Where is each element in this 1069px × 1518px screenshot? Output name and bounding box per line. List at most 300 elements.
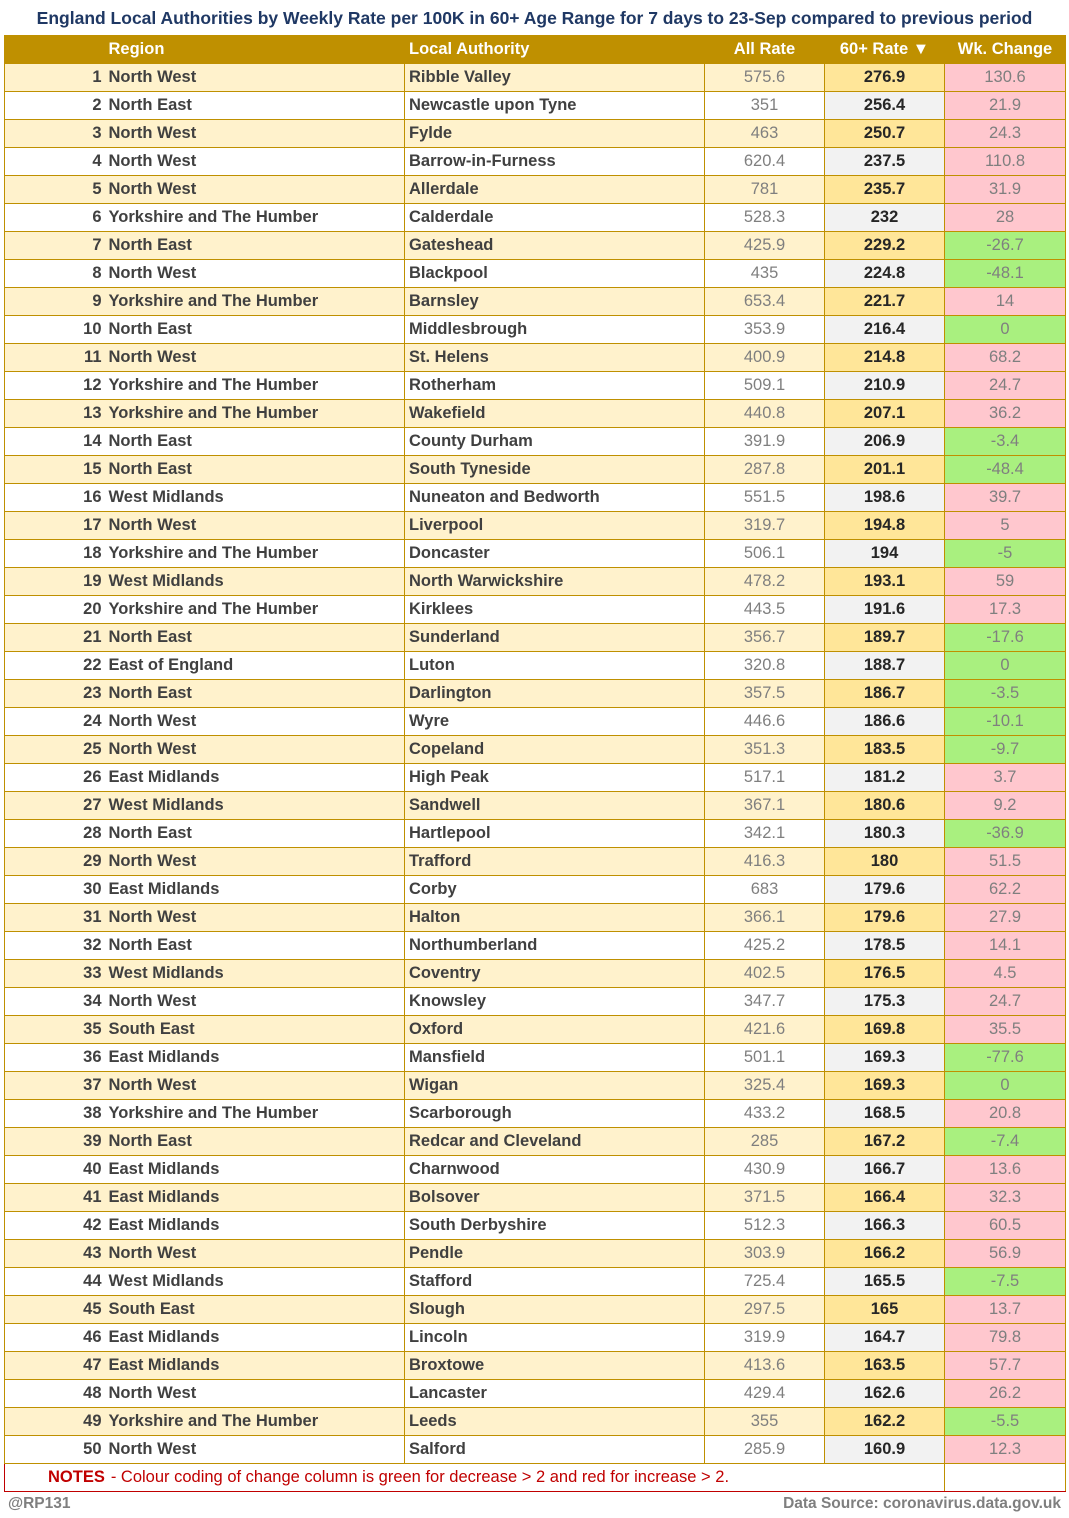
table-row — [5, 344, 1066, 372]
weekly-change-cell: 57.7 — [945, 1352, 1066, 1380]
table-row — [5, 736, 1066, 764]
all-rate-cell: 725.4 — [705, 1268, 825, 1296]
table-row — [5, 904, 1066, 932]
rate-60-plus-cell: 188.7 — [825, 652, 945, 680]
table-row — [5, 988, 1066, 1016]
rate-60-plus-cell: 181.2 — [825, 764, 945, 792]
weekly-change-cell: 13.6 — [945, 1156, 1066, 1184]
table-row — [5, 820, 1066, 848]
weekly-change-cell: -36.9 — [945, 820, 1066, 848]
weekly-change-cell: 3.7 — [945, 764, 1066, 792]
table-row — [5, 1352, 1066, 1380]
all-rate-cell: 353.9 — [705, 316, 825, 344]
rate-60-plus-cell: 229.2 — [825, 232, 945, 260]
rank-cell: 6 — [5, 204, 105, 232]
weekly-change-cell: -3.5 — [945, 680, 1066, 708]
local-authority-cell: Nuneaton and Bedworth — [405, 484, 705, 512]
local-authority-cell: Ribble Valley — [405, 64, 705, 92]
local-authority-cell: Pendle — [405, 1240, 705, 1268]
rate-60-plus-cell: 198.6 — [825, 484, 945, 512]
all-rate-cell: 297.5 — [705, 1296, 825, 1324]
rate-60-plus-cell: 193.1 — [825, 568, 945, 596]
region-cell: North East — [105, 92, 405, 120]
rate-60-plus-cell: 166.3 — [825, 1212, 945, 1240]
rate-60-plus-cell: 256.4 — [825, 92, 945, 120]
local-authority-cell: Oxford — [405, 1016, 705, 1044]
table-row — [5, 64, 1066, 92]
region-cell: North West — [105, 148, 405, 176]
region-cell: North East — [105, 1128, 405, 1156]
rate-60-plus-cell: 166.2 — [825, 1240, 945, 1268]
rank-cell: 32 — [5, 932, 105, 960]
region-cell: North East — [105, 624, 405, 652]
weekly-change-cell: 130.6 — [945, 64, 1066, 92]
weekly-change-cell: 9.2 — [945, 792, 1066, 820]
table-row — [5, 484, 1066, 512]
table-row — [5, 932, 1066, 960]
weekly-change-cell: 5 — [945, 512, 1066, 540]
local-authority-cell: Charnwood — [405, 1156, 705, 1184]
weekly-change-cell: 24.7 — [945, 372, 1066, 400]
weekly-change-cell: -77.6 — [945, 1044, 1066, 1072]
local-authority-cell: Lancaster — [405, 1380, 705, 1408]
table-row — [5, 1380, 1066, 1408]
table-row — [5, 1156, 1066, 1184]
rate-60-plus-cell: 276.9 — [825, 64, 945, 92]
local-authority-cell: Barrow-in-Furness — [405, 148, 705, 176]
rank-cell: 22 — [5, 652, 105, 680]
table-row — [5, 876, 1066, 904]
all-rate-cell: 683 — [705, 876, 825, 904]
notes-spacer-cell — [825, 1464, 945, 1492]
region-cell: North West — [105, 1072, 405, 1100]
weekly-change-cell: 13.7 — [945, 1296, 1066, 1324]
rank-cell: 45 — [5, 1296, 105, 1324]
rank-cell: 34 — [5, 988, 105, 1016]
weekly-change-cell: 24.7 — [945, 988, 1066, 1016]
rate-60-plus-cell: 164.7 — [825, 1324, 945, 1352]
rate-60-plus-cell: 201.1 — [825, 456, 945, 484]
all-rate-cell: 463 — [705, 120, 825, 148]
local-authority-cell: Luton — [405, 652, 705, 680]
weekly-change-cell: 28 — [945, 204, 1066, 232]
all-rate-cell: 347.7 — [705, 988, 825, 1016]
table-row — [5, 1212, 1066, 1240]
weekly-change-cell: -48.4 — [945, 456, 1066, 484]
local-authority-cell: Allerdale — [405, 176, 705, 204]
local-authority-cell: Fylde — [405, 120, 705, 148]
rank-cell: 35 — [5, 1016, 105, 1044]
local-authority-cell: Rotherham — [405, 372, 705, 400]
region-cell: North West — [105, 64, 405, 92]
rank-cell: 42 — [5, 1212, 105, 1240]
table-header-row — [5, 36, 1066, 64]
region-cell: North West — [105, 260, 405, 288]
table-row — [5, 652, 1066, 680]
rank-cell: 40 — [5, 1156, 105, 1184]
rank-cell: 26 — [5, 764, 105, 792]
all-rate-cell: 478.2 — [705, 568, 825, 596]
all-rate-cell: 391.9 — [705, 428, 825, 456]
local-authority-cell: Darlington — [405, 680, 705, 708]
table-row — [5, 316, 1066, 344]
region-cell: North West — [105, 848, 405, 876]
rank-cell: 33 — [5, 960, 105, 988]
table-row — [5, 176, 1066, 204]
region-cell: Yorkshire and The Humber — [105, 1408, 405, 1436]
local-authority-cell: Redcar and Cleveland — [405, 1128, 705, 1156]
rank-cell: 47 — [5, 1352, 105, 1380]
all-rate-cell: 413.6 — [705, 1352, 825, 1380]
table-row — [5, 680, 1066, 708]
table-row — [5, 960, 1066, 988]
local-authority-cell: Salford — [405, 1436, 705, 1464]
table-row — [5, 596, 1066, 624]
table-row — [5, 708, 1066, 736]
weekly-change-cell: 36.2 — [945, 400, 1066, 428]
all-rate-cell: 620.4 — [705, 148, 825, 176]
region-cell: North West — [105, 988, 405, 1016]
all-rate-cell: 342.1 — [705, 820, 825, 848]
weekly-change-cell: 35.5 — [945, 1016, 1066, 1044]
local-authority-cell: High Peak — [405, 764, 705, 792]
local-authority-cell: Calderdale — [405, 204, 705, 232]
region-cell: West Midlands — [105, 792, 405, 820]
local-authority-cell: Northumberland — [405, 932, 705, 960]
all-rate-cell: 366.1 — [705, 904, 825, 932]
region-cell: North West — [105, 708, 405, 736]
local-authority-cell: County Durham — [405, 428, 705, 456]
rank-cell: 30 — [5, 876, 105, 904]
local-authority-cell: Lincoln — [405, 1324, 705, 1352]
local-authority-cell: Gateshead — [405, 232, 705, 260]
local-authority-cell: Mansfield — [405, 1044, 705, 1072]
region-cell: North West — [105, 512, 405, 540]
rank-cell: 31 — [5, 904, 105, 932]
rate-60-plus-cell: 214.8 — [825, 344, 945, 372]
weekly-change-cell: 12.3 — [945, 1436, 1066, 1464]
region-cell: Yorkshire and The Humber — [105, 1100, 405, 1128]
table-row — [5, 260, 1066, 288]
rank-cell: 39 — [5, 1128, 105, 1156]
all-rate-cell: 400.9 — [705, 344, 825, 372]
weekly-change-cell: 0 — [945, 652, 1066, 680]
rank-cell: 12 — [5, 372, 105, 400]
region-cell: North West — [105, 904, 405, 932]
weekly-change-cell: -5 — [945, 540, 1066, 568]
all-rate-cell: 319.9 — [705, 1324, 825, 1352]
weekly-change-cell: 59 — [945, 568, 1066, 596]
rank-cell: 9 — [5, 288, 105, 316]
region-cell: North East — [105, 680, 405, 708]
region-cell: Yorkshire and The Humber — [105, 400, 405, 428]
all-rate-cell: 509.1 — [705, 372, 825, 400]
region-cell: Yorkshire and The Humber — [105, 540, 405, 568]
rates-table — [4, 35, 1066, 1492]
local-authority-cell: Scarborough — [405, 1100, 705, 1128]
rate-60-plus-cell: 221.7 — [825, 288, 945, 316]
local-authority-cell: Bolsover — [405, 1184, 705, 1212]
rate-60-plus-cell: 183.5 — [825, 736, 945, 764]
region-cell: Yorkshire and The Humber — [105, 288, 405, 316]
all-rate-cell: 446.6 — [705, 708, 825, 736]
weekly-change-cell: 24.3 — [945, 120, 1066, 148]
local-authority-cell: Sandwell — [405, 792, 705, 820]
weekly-change-column-header[interactable]: Wk. Change — [945, 36, 1066, 64]
rank-cell: 10 — [5, 316, 105, 344]
region-cell: North East — [105, 456, 405, 484]
all-rate-cell: 325.4 — [705, 1072, 825, 1100]
region-cell: East of England — [105, 652, 405, 680]
rate-60-plus-cell: 162.6 — [825, 1380, 945, 1408]
rate-60-plus-cell: 180.3 — [825, 820, 945, 848]
all-rate-cell: 416.3 — [705, 848, 825, 876]
rate-60-plus-cell: 167.2 — [825, 1128, 945, 1156]
rank-cell: 3 — [5, 120, 105, 148]
weekly-change-cell: 62.2 — [945, 876, 1066, 904]
region-cell: East Midlands — [105, 1324, 405, 1352]
local-authority-cell: Copeland — [405, 736, 705, 764]
local-authority-cell: Stafford — [405, 1268, 705, 1296]
rate-60-plus-cell: 168.5 — [825, 1100, 945, 1128]
rate-60-plus-cell: 232 — [825, 204, 945, 232]
rank-cell: 17 — [5, 512, 105, 540]
rate-60-plus-cell: 176.5 — [825, 960, 945, 988]
local-authority-cell: Newcastle upon Tyne — [405, 92, 705, 120]
all-rate-cell: 287.8 — [705, 456, 825, 484]
local-authority-cell: Leeds — [405, 1408, 705, 1436]
local-authority-cell: Hartlepool — [405, 820, 705, 848]
table-row — [5, 428, 1066, 456]
region-column-header[interactable]: Region — [105, 36, 405, 64]
all-rate-cell: 440.8 — [705, 400, 825, 428]
weekly-change-cell: 110.8 — [945, 148, 1066, 176]
local-authority-cell: Corby — [405, 876, 705, 904]
rank-cell: 43 — [5, 1240, 105, 1268]
rate-60-plus-cell: 178.5 — [825, 932, 945, 960]
rank-cell: 4 — [5, 148, 105, 176]
local-authority-cell: Doncaster — [405, 540, 705, 568]
all-rate-cell: 506.1 — [705, 540, 825, 568]
table-row — [5, 792, 1066, 820]
weekly-change-cell: 79.8 — [945, 1324, 1066, 1352]
all-rate-cell: 512.3 — [705, 1212, 825, 1240]
table-row — [5, 764, 1066, 792]
notes-cell — [5, 1464, 825, 1492]
rate-60-plus-cell: 180.6 — [825, 792, 945, 820]
notes-spacer-cell — [945, 1464, 1066, 1492]
table-body — [5, 64, 1066, 1492]
all-rate-cell: 429.4 — [705, 1380, 825, 1408]
local-authority-cell: Wakefield — [405, 400, 705, 428]
rank-cell: 13 — [5, 400, 105, 428]
region-cell: North West — [105, 1380, 405, 1408]
rate-60-plus-cell: 179.6 — [825, 876, 945, 904]
all-rate-cell: 443.5 — [705, 596, 825, 624]
rate-60-plus-cell: 175.3 — [825, 988, 945, 1016]
weekly-change-cell: -26.7 — [945, 232, 1066, 260]
rank-cell: 48 — [5, 1380, 105, 1408]
region-cell: East Midlands — [105, 1044, 405, 1072]
weekly-change-cell: -5.5 — [945, 1408, 1066, 1436]
weekly-change-cell: 39.7 — [945, 484, 1066, 512]
region-cell: North East — [105, 428, 405, 456]
weekly-change-cell: 21.9 — [945, 92, 1066, 120]
all-rate-cell: 421.6 — [705, 1016, 825, 1044]
all-rate-cell: 285.9 — [705, 1436, 825, 1464]
table-row — [5, 540, 1066, 568]
weekly-change-cell: 56.9 — [945, 1240, 1066, 1268]
rank-cell: 36 — [5, 1044, 105, 1072]
weekly-change-cell: -7.4 — [945, 1128, 1066, 1156]
table-row — [5, 512, 1066, 540]
table-row — [5, 456, 1066, 484]
region-cell: North West — [105, 344, 405, 372]
table-row — [5, 1296, 1066, 1324]
rate-60-plus-cell: 162.2 — [825, 1408, 945, 1436]
local-authority-cell: South Derbyshire — [405, 1212, 705, 1240]
local-authority-cell: Trafford — [405, 848, 705, 876]
local-authority-cell: Wyre — [405, 708, 705, 736]
all-rate-cell: 371.5 — [705, 1184, 825, 1212]
all-rate-cell: 285 — [705, 1128, 825, 1156]
all-rate-cell: 351 — [705, 92, 825, 120]
rate-60-plus-cell: 207.1 — [825, 400, 945, 428]
weekly-change-cell: 20.8 — [945, 1100, 1066, 1128]
table-row — [5, 1324, 1066, 1352]
all-rate-cell: 357.5 — [705, 680, 825, 708]
table-row — [5, 848, 1066, 876]
all-rate-cell: 351.3 — [705, 736, 825, 764]
region-cell: Yorkshire and The Humber — [105, 372, 405, 400]
table-row — [5, 400, 1066, 428]
rate-60-plus-cell: 224.8 — [825, 260, 945, 288]
rank-cell: 16 — [5, 484, 105, 512]
local-authority-cell: Coventry — [405, 960, 705, 988]
data-source: Data Source: coronavirus.data.gov.uk — [783, 1495, 1061, 1512]
rank-cell: 2 — [5, 92, 105, 120]
table-row — [5, 1072, 1066, 1100]
rank-cell: 15 — [5, 456, 105, 484]
local-authority-cell: Slough — [405, 1296, 705, 1324]
local-authority-cell: Middlesbrough — [405, 316, 705, 344]
region-cell: Yorkshire and The Humber — [105, 204, 405, 232]
rate-60-plus-cell: 250.7 — [825, 120, 945, 148]
all-rate-cell: 551.5 — [705, 484, 825, 512]
rank-cell: 14 — [5, 428, 105, 456]
weekly-change-cell: -10.1 — [945, 708, 1066, 736]
weekly-change-cell: 17.3 — [945, 596, 1066, 624]
rank-cell: 1 — [5, 64, 105, 92]
weekly-change-cell: 27.9 — [945, 904, 1066, 932]
rate-60-plus-cell: 180 — [825, 848, 945, 876]
region-cell: East Midlands — [105, 764, 405, 792]
region-cell: West Midlands — [105, 568, 405, 596]
table-row — [5, 1408, 1066, 1436]
rank-cell: 28 — [5, 820, 105, 848]
region-cell: East Midlands — [105, 1184, 405, 1212]
rank-cell: 41 — [5, 1184, 105, 1212]
rank-cell: 11 — [5, 344, 105, 372]
all-rate-cell: 501.1 — [705, 1044, 825, 1072]
region-cell: East Midlands — [105, 1352, 405, 1380]
all-rate-cell: 425.9 — [705, 232, 825, 260]
weekly-change-cell: 51.5 — [945, 848, 1066, 876]
notes-row — [5, 1464, 1066, 1492]
all-rate-cell: 356.7 — [705, 624, 825, 652]
region-cell: North West — [105, 736, 405, 764]
rank-cell: 38 — [5, 1100, 105, 1128]
local-authority-column-header[interactable]: Local Authority — [405, 36, 705, 64]
region-cell: East Midlands — [105, 1212, 405, 1240]
rank-cell: 18 — [5, 540, 105, 568]
rate-60-plus-cell: 235.7 — [825, 176, 945, 204]
weekly-change-cell: 32.3 — [945, 1184, 1066, 1212]
table-row — [5, 204, 1066, 232]
weekly-change-cell: -3.4 — [945, 428, 1066, 456]
rate-60-plus-column-header[interactable]: 60+ Rate ▼ — [825, 36, 945, 64]
table-row — [5, 372, 1066, 400]
weekly-change-cell: 68.2 — [945, 344, 1066, 372]
credit-handle: @RP131 — [8, 1495, 71, 1512]
region-cell: North East — [105, 820, 405, 848]
local-authority-cell: Liverpool — [405, 512, 705, 540]
rate-60-plus-cell: 165 — [825, 1296, 945, 1324]
rate-60-plus-cell: 166.7 — [825, 1156, 945, 1184]
table-row — [5, 1268, 1066, 1296]
weekly-change-cell: 0 — [945, 316, 1066, 344]
region-cell: North East — [105, 232, 405, 260]
rate-60-plus-cell: 194.8 — [825, 512, 945, 540]
rank-cell: 37 — [5, 1072, 105, 1100]
table-row — [5, 1436, 1066, 1464]
table-row — [5, 1184, 1066, 1212]
region-cell: South East — [105, 1296, 405, 1324]
local-authority-cell: South Tyneside — [405, 456, 705, 484]
rate-60-plus-cell: 206.9 — [825, 428, 945, 456]
all-rate-cell: 425.2 — [705, 932, 825, 960]
table-row — [5, 288, 1066, 316]
local-authority-cell: St. Helens — [405, 344, 705, 372]
region-cell: North East — [105, 932, 405, 960]
region-cell: West Midlands — [105, 484, 405, 512]
local-authority-cell: Blackpool — [405, 260, 705, 288]
rank-column-header — [5, 36, 105, 64]
notes-text: - Colour coding of change column is green for decrease > 2 and red for increase > 2. — [110, 1468, 730, 1486]
rank-cell: 8 — [5, 260, 105, 288]
table-row — [5, 232, 1066, 260]
region-cell: East Midlands — [105, 1156, 405, 1184]
rank-cell: 49 — [5, 1408, 105, 1436]
all-rate-cell: 435 — [705, 260, 825, 288]
all-rate-column-header[interactable]: All Rate — [705, 36, 825, 64]
local-authority-cell: North Warwickshire — [405, 568, 705, 596]
all-rate-cell: 319.7 — [705, 512, 825, 540]
region-cell: North West — [105, 176, 405, 204]
rank-cell: 23 — [5, 680, 105, 708]
rank-cell: 7 — [5, 232, 105, 260]
rate-60-plus-cell: 160.9 — [825, 1436, 945, 1464]
table-row — [5, 624, 1066, 652]
weekly-change-cell: -9.7 — [945, 736, 1066, 764]
all-rate-cell: 367.1 — [705, 792, 825, 820]
all-rate-cell: 355 — [705, 1408, 825, 1436]
table-row — [5, 92, 1066, 120]
local-authority-cell: Barnsley — [405, 288, 705, 316]
all-rate-cell: 781 — [705, 176, 825, 204]
rate-60-plus-cell: 216.4 — [825, 316, 945, 344]
local-authority-cell: Wigan — [405, 1072, 705, 1100]
